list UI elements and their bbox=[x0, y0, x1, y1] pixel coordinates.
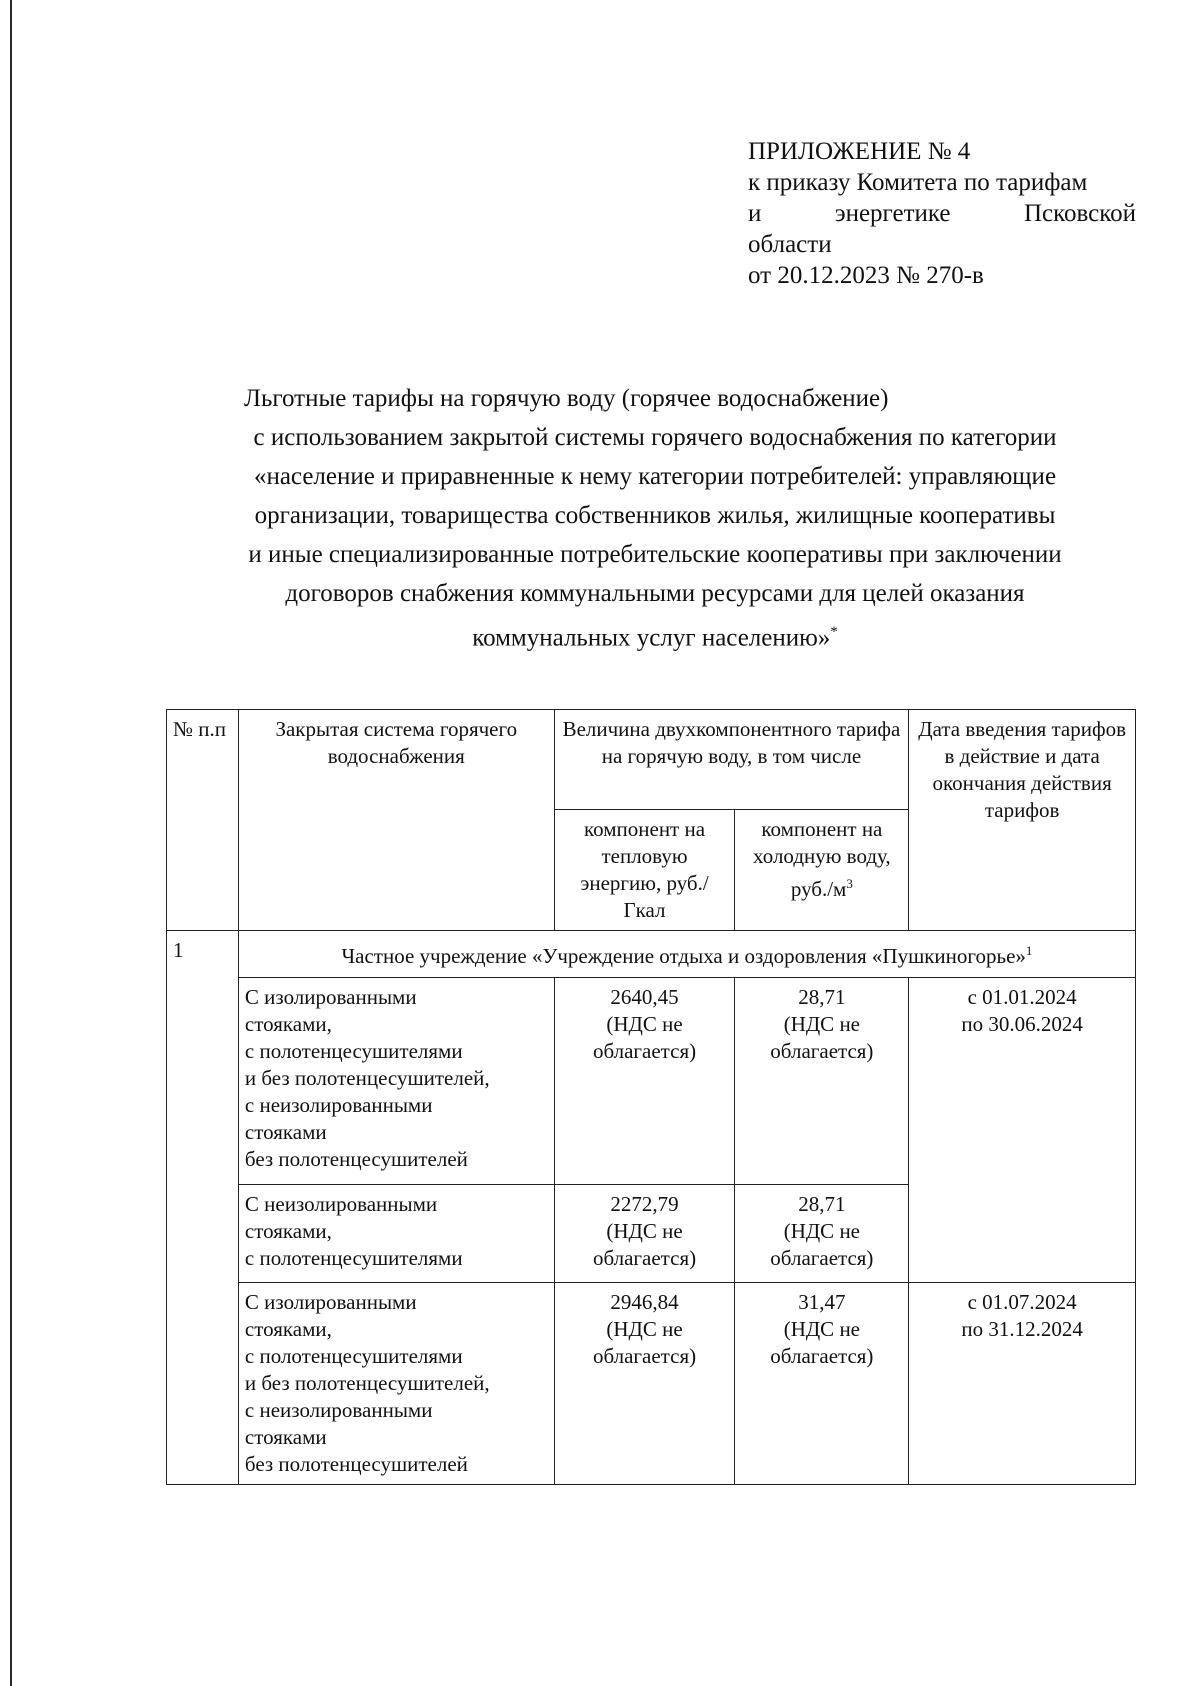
heat-cell bbox=[554, 1283, 735, 1485]
table-row-org bbox=[167, 931, 1136, 978]
period-to: по 31.12.2024 bbox=[961, 1317, 1083, 1341]
system-line: стояками, bbox=[244, 1317, 332, 1341]
page-edge-line bbox=[10, 0, 12, 1686]
header-cold-text: компонент на холодную воду, руб./м bbox=[753, 817, 891, 901]
table-header-row bbox=[167, 710, 1136, 810]
appendix-word: энергетике bbox=[834, 200, 951, 227]
header-heat: компонент на тепловую энергию, руб./Гкал bbox=[554, 810, 735, 931]
period-from: с 01.01.2024 bbox=[967, 985, 1077, 1009]
title-footnote-mark: * bbox=[830, 624, 838, 640]
cold-cell bbox=[735, 978, 909, 1185]
vat-note: облагается) bbox=[592, 1246, 697, 1270]
period-cell bbox=[909, 1283, 1136, 1485]
heat-value: 2946,84 bbox=[610, 1290, 679, 1314]
document-title bbox=[180, 379, 1130, 657]
heat-cell bbox=[554, 1185, 735, 1283]
row-number: 1 bbox=[167, 931, 239, 1485]
appendix-line-2 bbox=[748, 198, 1136, 229]
org-name: Частное учреждение «Учреждение отдыха и оздоровления «Пушкиногорье» bbox=[341, 944, 1026, 968]
vat-note: (НДС не bbox=[606, 1317, 683, 1341]
system-line: стояками, bbox=[244, 1219, 332, 1243]
appendix-heading: ПРИЛОЖЕНИЕ № 4 bbox=[748, 138, 971, 165]
system-line: с полотенцесушителями bbox=[244, 1344, 463, 1368]
vat-note: (НДС не bbox=[783, 1219, 861, 1243]
system-line: стояками bbox=[244, 1120, 327, 1144]
table-row bbox=[167, 978, 1136, 1185]
title-line: организации, товарищества собственников жилья, жилищные кооперативы bbox=[254, 502, 1056, 529]
vat-note: облагается) bbox=[770, 1246, 874, 1270]
vat-note: (НДС не bbox=[606, 1012, 683, 1036]
period-from: с 01.07.2024 bbox=[967, 1290, 1077, 1314]
title-line: коммунальных услуг населению» bbox=[472, 624, 831, 652]
appendix-line-3: области bbox=[748, 231, 832, 258]
system-line: С неизолированными bbox=[244, 1192, 438, 1216]
system-line: С изолированными bbox=[244, 1290, 417, 1314]
table-row bbox=[167, 1283, 1136, 1485]
system-line: и без полотенцесушителей, bbox=[244, 1066, 490, 1090]
heat-value: 2640,45 bbox=[610, 985, 679, 1009]
vat-note: (НДС не bbox=[783, 1012, 861, 1036]
title-line: с использованием закрытой системы горячего водоснабжения по категории bbox=[253, 424, 1057, 451]
header-tariff: Величина двухкомпонентного тарифа на горячую воду, в том числе bbox=[554, 710, 909, 810]
vat-note: облагается) bbox=[770, 1344, 874, 1368]
system-line: без полотенцесушителей bbox=[244, 1147, 468, 1171]
vat-note: (НДС не bbox=[606, 1219, 683, 1243]
system-cell bbox=[238, 978, 554, 1185]
cold-value: 28,71 bbox=[798, 1192, 846, 1216]
header-cold bbox=[735, 810, 909, 931]
system-line: с неизолированными bbox=[244, 1093, 433, 1117]
system-cell bbox=[238, 1185, 554, 1283]
system-line: с полотенцесушителями bbox=[244, 1039, 463, 1063]
period-cell bbox=[909, 978, 1136, 1283]
appendix-word: Псковской bbox=[1023, 200, 1136, 227]
system-line: с полотенцесушителями bbox=[244, 1246, 463, 1270]
vat-note: облагается) bbox=[592, 1039, 697, 1063]
vat-note: облагается) bbox=[770, 1039, 874, 1063]
system-line: без полотенцесушителей bbox=[244, 1452, 468, 1476]
title-line: и иные специализированные потребительские кооперативы при заключении bbox=[248, 541, 1062, 568]
period-to: по 30.06.2024 bbox=[961, 1012, 1083, 1036]
header-system: Закрытая система горячего водоснабжения bbox=[238, 710, 554, 931]
system-line: стояками, bbox=[244, 1012, 332, 1036]
org-name-cell bbox=[238, 931, 1135, 978]
appendix-word: и bbox=[748, 200, 762, 227]
system-cell bbox=[238, 1283, 554, 1485]
cold-value: 28,71 bbox=[798, 985, 846, 1009]
tariff-table bbox=[166, 709, 1136, 1485]
heat-cell bbox=[554, 978, 735, 1185]
org-footnote: 1 bbox=[1025, 943, 1033, 958]
header-cold-sup: 3 bbox=[846, 876, 853, 891]
system-line: С изолированными bbox=[244, 985, 417, 1009]
vat-note: облагается) bbox=[592, 1344, 697, 1368]
cold-cell bbox=[735, 1283, 909, 1485]
header-num: № п.п bbox=[167, 710, 239, 931]
appendix-header bbox=[748, 136, 1136, 291]
system-line: стояками bbox=[244, 1425, 327, 1449]
system-line: с неизолированными bbox=[244, 1398, 433, 1422]
title-line: договоров снабжения коммунальными ресурсами для целей оказания bbox=[285, 580, 1025, 607]
title-line: «население и приравненные к нему категории потребителей: управляющие bbox=[253, 463, 1057, 490]
header-date: Дата введения тарифов в действие и дата окончания действия тарифов bbox=[909, 710, 1136, 931]
title-line: Льготные тарифы на горячую воду (горячее водоснабжение) bbox=[244, 385, 889, 412]
cold-value: 31,47 bbox=[798, 1290, 846, 1314]
appendix-line-1: к приказу Комитета по тарифам bbox=[748, 169, 1088, 196]
system-line: и без полотенцесушителей, bbox=[244, 1371, 490, 1395]
cold-cell bbox=[735, 1185, 909, 1283]
vat-note: (НДС не bbox=[783, 1317, 861, 1341]
heat-value: 2272,79 bbox=[610, 1192, 679, 1216]
appendix-line-4: от 20.12.2023 № 270-в bbox=[748, 262, 984, 289]
